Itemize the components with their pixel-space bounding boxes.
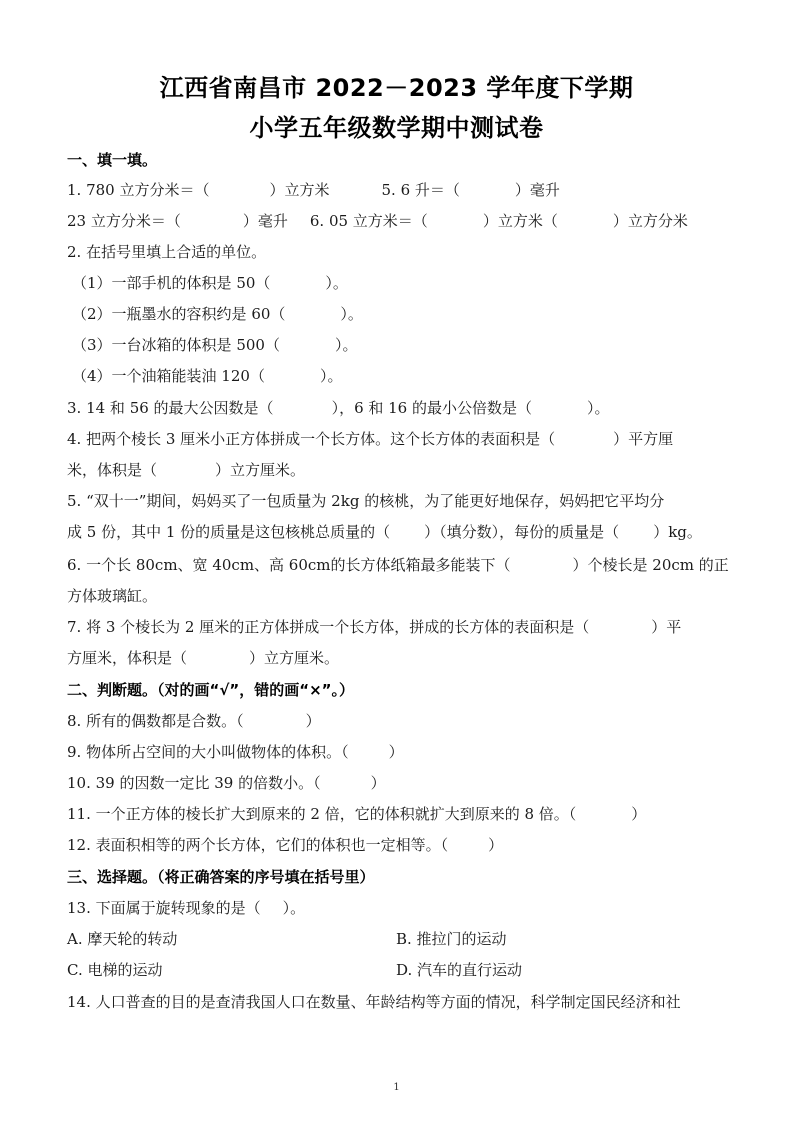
- q6-text-a: 6. 一个长 80cm、宽 40cm、高 60cm的长方体纸箱最多能装下（: [67, 556, 511, 574]
- q1-text-e: 23 立方分米＝（: [67, 212, 181, 230]
- question-7-line1: [67, 617, 681, 637]
- q2-p4-text: （4）一个油箱能装油 120（: [72, 367, 265, 385]
- q3-text-a: 3. 14 和 56 的最大公因数是（: [67, 399, 274, 417]
- question-4-line2: [67, 460, 305, 480]
- q2-p1-end: ）。: [325, 274, 348, 292]
- q3-text-b: ），6 和 16 的最小公倍数是（: [331, 399, 532, 417]
- q13-end: ）。: [282, 899, 306, 917]
- q13-option-c: C. 电梯的运动: [67, 961, 163, 979]
- q12-end: ）: [488, 836, 504, 854]
- exam-title-line2: 小学五年级数学期中测试卷: [249, 114, 544, 142]
- question-6-line1: [67, 555, 729, 575]
- q8-text: 8. 所有的偶数都是合数。（: [67, 712, 244, 730]
- q7-text-d: ）立方厘米。: [249, 649, 340, 667]
- question-8: [67, 711, 321, 731]
- q4-text-b: ）平方厘: [613, 430, 674, 448]
- question-12: [67, 835, 503, 855]
- q1-text-a: 1. 780 立方分米＝（: [67, 181, 210, 199]
- q7-text-c: 方厘米，体积是（: [67, 649, 188, 667]
- q2-p1-text: （1）一部手机的体积是 50（: [72, 274, 271, 292]
- q13-option-d: D. 汽车的直行运动: [396, 961, 523, 979]
- question-2-part-1: [72, 273, 348, 293]
- question-1-line1: [67, 180, 560, 200]
- q6-text-b: ）个棱长是 20cm 的正: [572, 556, 729, 574]
- q13-text: 13. 下面属于旋转现象的是（: [67, 899, 261, 917]
- question-11: [67, 804, 646, 824]
- q5-text-c: ）（填分数），每份的质量是（: [424, 523, 620, 541]
- q2-p3-end: ）。: [334, 336, 358, 354]
- question-2-part-3: [72, 335, 357, 355]
- q4-text-d: ）立方厘米。: [215, 461, 306, 479]
- q11-end: ）: [631, 805, 647, 823]
- section-heading-fill-in: 一、填一填。: [67, 151, 158, 169]
- question-10: [67, 773, 386, 793]
- q12-text: 12. 表面积相等的两个长方体，它们的体积也一定相等。（: [67, 836, 449, 854]
- q5-text-b: 成 5 份，其中 1 份的质量是这包核桃总质量的（: [67, 523, 391, 541]
- q9-end: ）: [388, 743, 404, 761]
- q1-text-i: ）立方分米: [612, 212, 688, 230]
- section-heading-multiple-choice: 三、选择题。（将正确答案的序号填在括号里）: [67, 868, 375, 886]
- q2-p4-end: ）。: [319, 367, 343, 385]
- question-2-stem: 2. 在括号里填上合适的单位。: [67, 243, 267, 261]
- q1-text-f: ）毫升: [242, 212, 288, 230]
- q4-text-c: 米，体积是（: [67, 461, 158, 479]
- q2-p2-text: （2）一瓶墨水的容积约是 60（: [72, 305, 286, 323]
- q10-end: ）: [370, 774, 386, 792]
- question-7-line2: [67, 648, 339, 668]
- question-5-line1: 5. “双十一”期间，妈妈买了一包质量为 2kg 的核桃，为了能更好地保存，妈妈把它平均分: [67, 492, 665, 510]
- question-9: [67, 742, 404, 762]
- q1-text-b: ）立方米: [269, 181, 330, 199]
- q13-option-a: A. 摩天轮的转动: [67, 930, 178, 948]
- q1-text-d: ）毫升: [514, 181, 560, 199]
- question-4-line1: [67, 429, 673, 449]
- q8-end: ）: [305, 712, 321, 730]
- q7-text-a: 7. 将 3 个棱长为 2 厘米的正方体拼成一个长方体，拼成的长方体的表面积是（: [67, 618, 590, 636]
- q1-text-h: ）立方米（: [482, 212, 558, 230]
- q13-option-b: B. 推拉门的运动: [396, 930, 507, 948]
- question-13-stem: [67, 898, 305, 918]
- q5-text-d: ）kg。: [653, 523, 702, 541]
- q1-text-g: 6. 05 立方米＝（: [309, 212, 428, 230]
- section-heading-true-false: 二、判断题。（对的画“√”，错的画“×”。）: [67, 681, 355, 699]
- q4-text-a: 4. 把两个棱长 3 厘米小正方体拼成一个长方体。这个长方体的表面积是（: [67, 430, 556, 448]
- q9-text: 9. 物体所占空间的大小叫做物体的体积。（: [67, 743, 349, 761]
- question-2-part-2: [72, 304, 363, 324]
- question-1-line2: [67, 211, 688, 231]
- question-14-line1: 14. 人口普查的目的是查清我国人口在数量、年龄结构等方面的情况，科学制定国民经济和社: [67, 993, 681, 1011]
- page-number: 1: [393, 1082, 400, 1093]
- q2-p2-end: ）。: [340, 305, 363, 323]
- question-6-line2: 方体玻璃缸。: [67, 587, 158, 605]
- question-2-part-4: [72, 366, 342, 386]
- q3-text-c: ）。: [587, 399, 610, 417]
- question-3: [67, 398, 610, 418]
- question-5-line2: [67, 522, 702, 542]
- q10-text: 10. 39 的因数一定比 39 的倍数小。（: [67, 774, 321, 792]
- q11-text: 11. 一个正方体的棱长扩大到原来的 2 倍，它的体积就扩大到原来的 8 倍。（: [67, 805, 577, 823]
- q1-text-c: 5. 6 升＝（: [381, 181, 460, 199]
- exam-title-line1: 江西省南昌市 2022－2023 学年度下学期: [159, 74, 634, 102]
- q2-p3-text: （3）一台冰箱的体积是 500（: [72, 336, 280, 354]
- q7-text-b: ）平: [651, 618, 682, 636]
